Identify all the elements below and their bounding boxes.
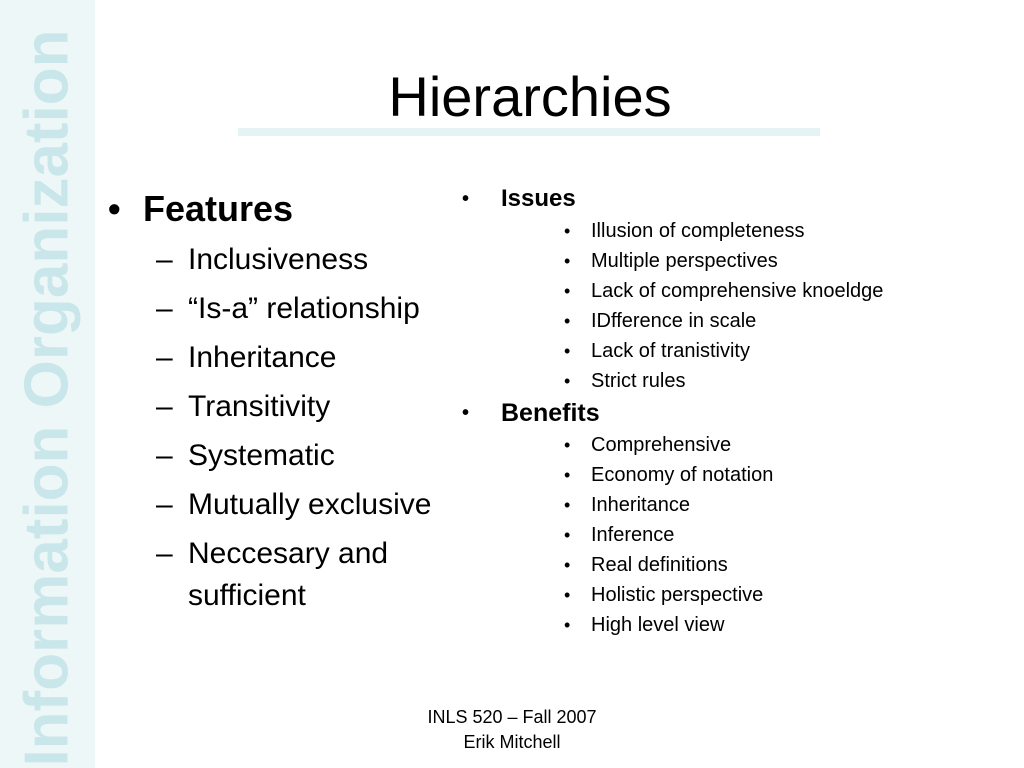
bullet-icon: •: [564, 525, 571, 545]
bullet-icon: •: [564, 311, 571, 331]
benefit-item: • Inheritance: [460, 490, 940, 520]
issue-item: • Multiple perspectives: [460, 246, 940, 276]
issues-benefits-column: [460, 182, 940, 640]
benefit-item: • Inference: [460, 520, 940, 550]
bullet-icon: •: [564, 281, 571, 301]
bullet-icon: •: [108, 188, 121, 229]
benefit-item: • High level view: [460, 610, 940, 640]
title-underline: [238, 128, 820, 136]
bullet-icon: •: [564, 251, 571, 271]
benefits-heading: • Benefits: [460, 396, 940, 430]
dash-icon: –: [156, 488, 173, 521]
features-column: [108, 186, 468, 617]
bullet-icon: •: [564, 371, 571, 391]
features-heading: • Features: [108, 186, 468, 232]
issue-item: • Illusion of completeness: [460, 216, 940, 246]
bullet-icon: •: [564, 465, 571, 485]
issue-item: • Lack of comprehensive knoeldge: [460, 276, 940, 306]
bullet-icon: •: [564, 585, 571, 605]
feature-item: – Transitivity: [108, 386, 468, 428]
sidebar-band: [0, 0, 95, 768]
bullet-icon: •: [564, 495, 571, 515]
bullet-icon: •: [564, 435, 571, 455]
issues-heading: • Issues: [460, 182, 940, 216]
benefit-item: • Economy of notation: [460, 460, 940, 490]
issue-item: • Strict rules: [460, 366, 940, 396]
feature-item: – “Is-a” relationship: [108, 288, 468, 330]
bullet-icon: •: [462, 188, 470, 210]
feature-item: – Inclusiveness: [108, 239, 468, 281]
dash-icon: –: [156, 390, 173, 423]
bullet-icon: •: [564, 341, 571, 361]
issue-item: • IDfference in scale: [460, 306, 940, 336]
bullet-icon: •: [462, 402, 470, 424]
slide-footer: [380, 705, 644, 755]
feature-item: – Inheritance: [108, 337, 468, 379]
benefit-item: • Holistic perspective: [460, 580, 940, 610]
dash-icon: –: [156, 243, 173, 276]
feature-item: – Neccesary and sufficient: [108, 533, 468, 617]
bullet-icon: •: [564, 555, 571, 575]
dash-icon: –: [156, 537, 173, 570]
benefit-item: • Real definitions: [460, 550, 940, 580]
dash-icon: –: [156, 292, 173, 325]
feature-item: – Systematic: [108, 435, 468, 477]
issue-item: • Lack of tranistivity: [460, 336, 940, 366]
footer-author: Erik Mitchell: [463, 732, 561, 752]
dash-icon: –: [156, 439, 173, 472]
benefit-item: • Comprehensive: [460, 430, 940, 460]
footer-course: INLS 520 – Fall 2007: [427, 707, 597, 727]
slide-title: Hierarchies: [388, 65, 672, 128]
bullet-icon: •: [564, 615, 571, 635]
dash-icon: –: [156, 341, 173, 374]
sidebar-watermark: Information Organization: [12, 29, 82, 767]
feature-item: – Mutually exclusive: [108, 484, 468, 526]
bullet-icon: •: [564, 221, 571, 241]
